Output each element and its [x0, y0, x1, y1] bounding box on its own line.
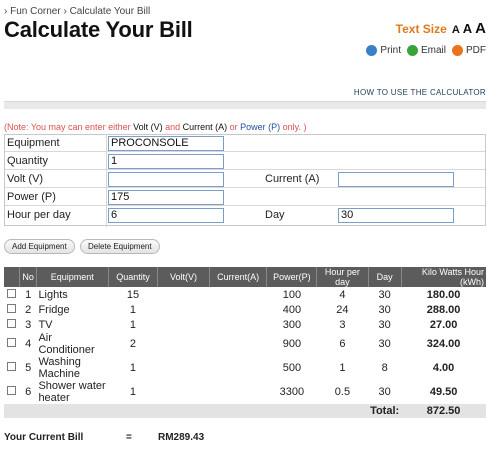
power-label: Power (P) [7, 191, 56, 203]
equipment-input[interactable]: PROCONSOLE [108, 136, 224, 151]
text-size-small-button[interactable]: A [451, 24, 460, 36]
cell-quantity: 1 [129, 318, 137, 331]
equipment-form [4, 134, 486, 226]
day-label: Day [265, 209, 285, 221]
cell-equipment: Air Conditioner [38, 332, 95, 356]
note-or: or [227, 122, 241, 132]
cell-kwh: 27.00 [429, 318, 458, 331]
cell-volt [158, 380, 209, 404]
header-power: Power(P) [267, 267, 317, 287]
header-select [4, 267, 20, 287]
note-and: and [162, 122, 183, 132]
cell-day: 30 [378, 303, 391, 316]
header-quantity: Quantity [108, 267, 158, 287]
cell-equipment: Washing Machine [38, 356, 81, 380]
header-hours: Hour per day [317, 267, 368, 287]
pdf-link[interactable] [452, 45, 486, 56]
cell-equipment: Fridge [38, 303, 70, 316]
note-volt: Volt (V) [133, 122, 163, 132]
cell-current [209, 380, 267, 404]
cell-power: 300 [282, 318, 302, 331]
add-equipment-button[interactable]: Add Equipment [4, 239, 75, 254]
row-checkbox[interactable] [7, 362, 16, 371]
hours-input[interactable]: 6 [108, 208, 224, 223]
cell-quantity: 1 [129, 303, 137, 316]
cell-hours: 3 [339, 318, 346, 331]
cell-current [209, 317, 267, 332]
how-to-use-link[interactable]: HOW TO USE THE CALCULATOR [353, 88, 486, 97]
total-value: 872.50 [401, 404, 486, 418]
header-day: Day [368, 267, 401, 287]
form-row-hours-day [5, 207, 485, 224]
cell-volt [158, 332, 209, 356]
cell-no: 2 [25, 303, 32, 316]
power-input[interactable]: 175 [108, 190, 224, 205]
volt-label: Volt (V) [7, 173, 44, 185]
cell-day: 30 [378, 386, 391, 398]
row-checkbox[interactable] [7, 304, 16, 313]
text-size-control [396, 20, 486, 37]
table-row [4, 287, 486, 302]
cell-power: 900 [282, 338, 302, 350]
cell-quantity: 1 [129, 362, 137, 374]
cell-day: 30 [378, 288, 391, 301]
form-row-power [5, 189, 485, 206]
header-kwh: Kilo Watts Hour (kWh) [401, 267, 486, 287]
equipment-label: Equipment [7, 137, 60, 149]
cell-hours: 4 [339, 288, 346, 301]
cell-volt [158, 356, 209, 380]
cell-equipment: Lights [38, 288, 68, 301]
cell-equipment: TV [38, 318, 53, 331]
cell-day: 30 [378, 318, 391, 331]
table-row [4, 317, 486, 332]
cell-current [209, 356, 267, 380]
cell-current [209, 332, 267, 356]
cell-power: 500 [282, 362, 302, 374]
table-row [4, 302, 486, 317]
note-power: Power (P) [240, 122, 281, 132]
equipment-table [4, 267, 486, 418]
table-row [4, 356, 486, 380]
print-link[interactable] [366, 45, 401, 56]
current-label: Current (A) [265, 173, 320, 185]
cell-quantity: 2 [129, 338, 137, 350]
text-size-label: Text Size [395, 22, 447, 36]
current-input[interactable] [338, 172, 454, 187]
note-suffix: only. ) [280, 122, 307, 132]
form-row-quantity [5, 153, 485, 170]
current-bill [4, 432, 205, 443]
bill-equals: = [126, 432, 132, 443]
row-checkbox[interactable] [7, 319, 16, 328]
divider-bar [4, 101, 486, 109]
print-icon [366, 45, 377, 56]
note-prefix: (Note: You may can enter either [4, 122, 134, 132]
cell-power: 3300 [279, 386, 305, 398]
header-equipment: Equipment [36, 267, 108, 287]
cell-quantity: 15 [126, 288, 140, 301]
total-label: Total: [370, 405, 400, 417]
cell-kwh: 180.00 [426, 288, 461, 301]
cell-kwh: 288.00 [426, 303, 461, 316]
breadcrumb[interactable]: › Fun Corner › Calculate Your Bill [4, 6, 151, 17]
email-label: Email [420, 45, 446, 56]
cell-day: 30 [378, 338, 391, 350]
form-row-equipment [5, 135, 485, 152]
cell-no: 6 [25, 386, 32, 398]
bill-amount: RM289.43 [158, 432, 205, 443]
cell-no: 3 [25, 318, 32, 331]
row-checkbox[interactable] [7, 338, 16, 347]
cell-power: 400 [282, 303, 302, 316]
page-tools [366, 45, 486, 56]
cell-kwh: 49.50 [429, 386, 458, 398]
table-row [4, 332, 486, 356]
cell-hours: 1 [339, 362, 346, 374]
cell-kwh: 4.00 [432, 362, 455, 374]
volt-input[interactable] [108, 172, 224, 187]
cell-volt [158, 317, 209, 332]
quantity-label: Quantity [7, 155, 48, 167]
row-checkbox[interactable] [7, 386, 16, 395]
cell-no: 1 [25, 288, 32, 301]
table-header-row [4, 267, 486, 287]
row-checkbox[interactable] [7, 289, 16, 298]
delete-equipment-button[interactable]: Delete Equipment [80, 239, 160, 254]
cell-current [209, 302, 267, 317]
cell-volt [158, 302, 209, 317]
cell-equipment: Shower water heater [38, 380, 106, 404]
header-volt: Volt(V) [158, 267, 209, 287]
note-current: Current (A) [182, 122, 228, 132]
cell-hours: 0.5 [334, 386, 351, 398]
pdf-label: PDF [466, 45, 486, 56]
cell-kwh: 324.00 [426, 338, 461, 350]
cell-day: 8 [381, 362, 388, 374]
header-no: No [20, 267, 37, 287]
cell-hours: 6 [339, 338, 346, 350]
form-row-volt-current [5, 171, 485, 188]
total-row [4, 404, 486, 418]
quantity-input[interactable]: 1 [108, 154, 224, 169]
input-note [4, 122, 307, 132]
cell-no: 5 [25, 362, 32, 374]
day-input[interactable]: 30 [338, 208, 454, 223]
text-size-large-button[interactable]: A [475, 20, 486, 37]
pdf-icon [452, 45, 463, 56]
cell-current [209, 287, 267, 302]
cell-no: 4 [25, 338, 32, 350]
email-link[interactable] [407, 45, 446, 56]
cell-quantity: 1 [129, 386, 137, 398]
bill-label: Your Current Bill [4, 432, 84, 443]
email-icon [407, 45, 418, 56]
cell-volt [158, 287, 209, 302]
table-row [4, 380, 486, 404]
cell-hours: 24 [336, 303, 349, 316]
text-size-medium-button[interactable]: A [462, 21, 473, 36]
print-label: Print [380, 45, 401, 56]
hours-label: Hour per day [7, 209, 71, 221]
header-current: Current(A) [209, 267, 267, 287]
cell-power: 100 [282, 288, 302, 301]
page-title: Calculate Your Bill [4, 17, 193, 42]
